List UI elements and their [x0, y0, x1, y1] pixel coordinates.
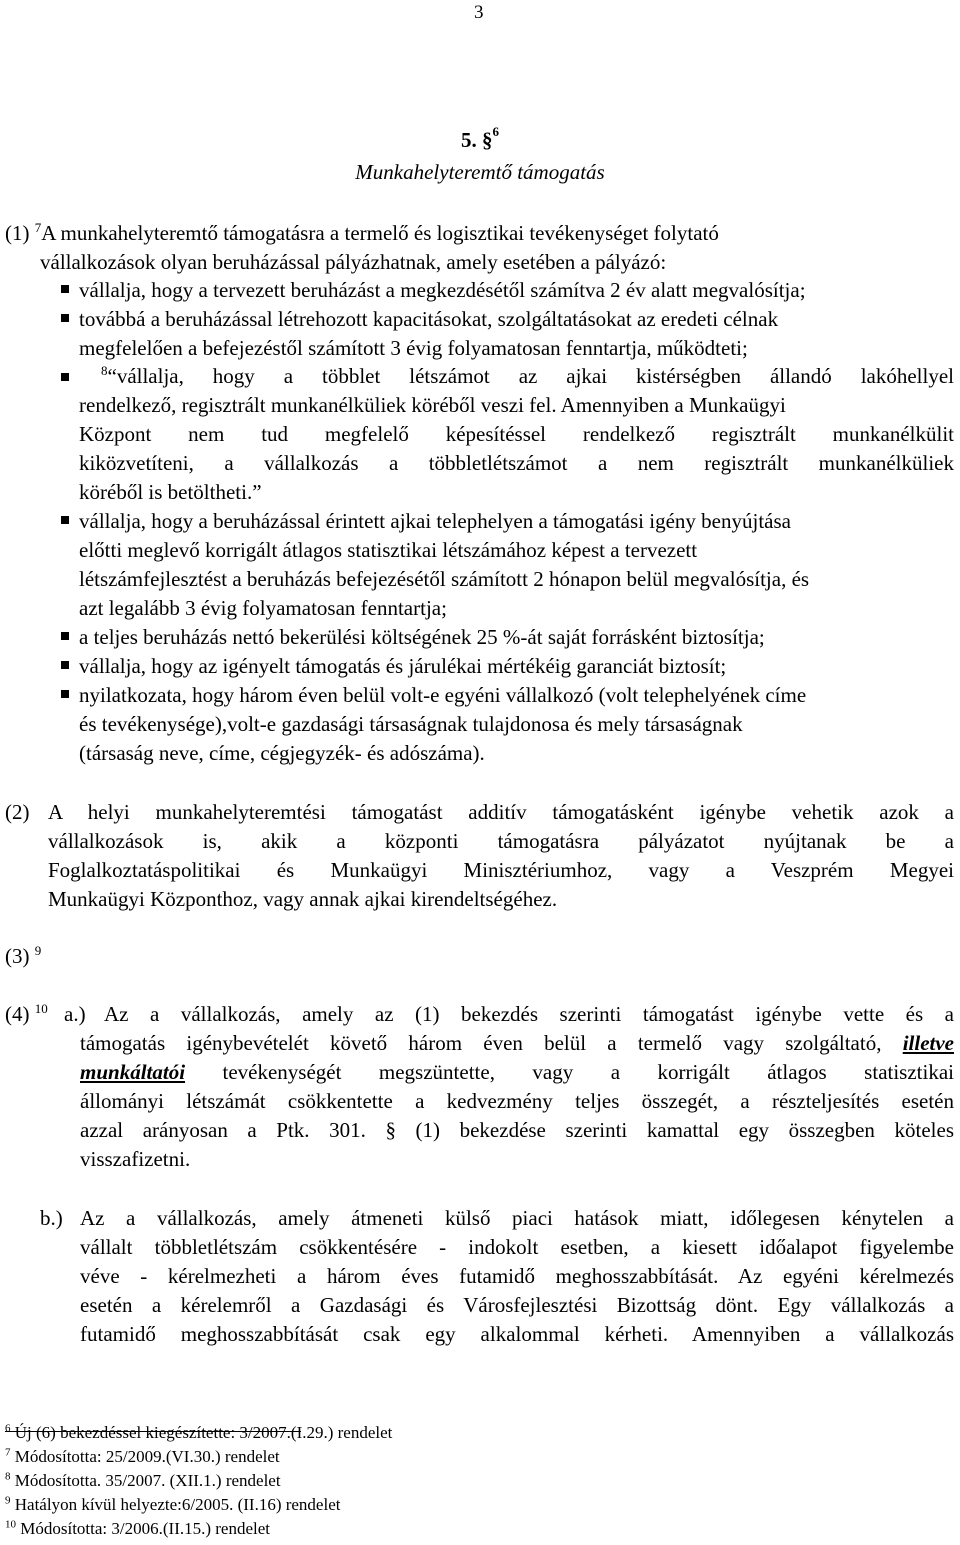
section-title: Munkahelyteremtő támogatás [355, 160, 605, 184]
paragraph-4a-line: támogatás igénybevételét követő három éven belül a termelő vagy szolgáltató, illetve [80, 1031, 954, 1055]
footnote: $^6$ Új (6) bekezdéssel kiegészítette: 3/2007.(I.29.) rendelet [5, 1422, 393, 1442]
list-item-cont: Központ nem tud megfelelő képesítéssel rendelkező regisztrált munkanélkülit [79, 422, 954, 446]
list-item: vállalja, hogy az igényelt támogatás és járulékai mértékéig garanciát biztosít; [79, 654, 727, 678]
footnote-ref: 7 [34, 220, 42, 235]
paragraph-2-line: Foglalkoztatáspolitikai és Munkaügyi Minisztériumhoz, vagy a Veszprém Megyei [48, 858, 954, 882]
paragraph-label: (3) [5, 944, 30, 968]
item-label: a.) [64, 1002, 86, 1026]
paragraph-1-line: vállalkozások olyan beruházással pályázhatnak, amely esetében a pályázó: [40, 250, 667, 274]
section-sign: § [482, 128, 493, 152]
footnote-ref: 9 [34, 943, 42, 958]
item-label: b.) [40, 1206, 63, 1230]
footnote-ref: 6 [492, 124, 499, 139]
paragraph-4b-line: vállalt többletlétszám csökkentésére - indokolt esetben, a kiesett időalapot figyelembe [80, 1235, 954, 1259]
paragraph-4a-line: visszafizetni. [80, 1147, 191, 1171]
square-bullet-icon [61, 516, 69, 524]
list-item: a teljes beruházás nettó bekerülési költségének 25 %-át saját forrásként biztosítja; [79, 625, 765, 649]
page-number: 3 [474, 2, 484, 23]
footnote: $^8$ Módosította. 35/2007. (XII.1.) rendelet [5, 1470, 281, 1490]
list-item-cont: előtti meglevő korrigált átlagos statisztikai létszámához képest a tervezett [79, 538, 698, 562]
list-item: továbbá a beruházással létrehozott kapacitásokat, szolgáltatásokat az eredeti célnak [79, 307, 779, 331]
square-bullet-icon [61, 661, 69, 669]
paragraph-label: (4) [5, 1002, 30, 1026]
section-heading [0, 124, 960, 153]
emphasis: illetve [902, 1031, 954, 1055]
paragraph-4b-line: Az a vállalkozás, amely átmeneti külső piaci hatások miatt, időlegesen kénytelen a [80, 1206, 954, 1230]
footnote: $^9$ Hatályon kívül helyezte:6/2005. (II.16) rendelet [5, 1494, 341, 1514]
paragraph-4-label [5, 1000, 48, 1029]
square-bullet-icon [61, 632, 69, 640]
list-item-cont: köréből is betöltheti.” [79, 480, 262, 504]
paragraph-2-line: A helyi munkahelyteremtési támogatást additív támogatásként igénybe vehetik azok a [48, 800, 954, 824]
footnote-ref: 8 [101, 363, 108, 378]
paragraph-4b-line: futamidő meghosszabbítását csak egy alkalommal kérheti. Amennyiben a vállalkozás [80, 1322, 954, 1346]
square-bullet-icon [61, 314, 69, 322]
footnote: $^{10}$ Módosította: 3/2006.(II.15.) rendelet [5, 1518, 271, 1538]
list-item-cont: kiközvetíteni, a vállalkozás a többletlétszámot a nem regisztrált munkanélküliek [79, 451, 954, 475]
paragraph-label: (1) [5, 221, 30, 245]
paragraph-4a-line: állományi létszámát csökkentette a kedvezmény teljes összegét, a részteljesítés esetén [80, 1089, 954, 1113]
paragraph-4a-line: munkáltatói tevékenységét megszüntette, vagy a korrigált átlagos statisztikai [80, 1060, 954, 1084]
paragraph-2-line: vállalkozások is, akik a központi támogatásra pályázatot nyújtanak be a [48, 829, 954, 853]
square-bullet-icon [61, 690, 69, 698]
list-item-cont: megfelelően a befejezéstől számított 3 évig folyamatosan fenntartja, működteti; [79, 336, 748, 360]
paragraph-3 [5, 942, 41, 971]
footnote-ref: 10 [34, 1001, 48, 1016]
paragraph-4a-line: Az a vállalkozás, amely az (1) bekezdés szerinti támogatást igénybe vette és a [104, 1002, 954, 1026]
list-item: vállalja, hogy a beruházással érintett ajkai telephelyen a támogatási igény benyújtása [79, 509, 791, 533]
paragraph-4b-line: véve - kérelmezheti a három éves futamidő meghosszabbítását. Az egyéni kérelmezés [80, 1264, 954, 1288]
paragraph-4a-line: azzal arányosan a Ptk. 301. § (1) bekezdése szerinti kamattal egy összegben köteles [80, 1118, 954, 1142]
list-item-cont: (társaság neve, címe, cégjegyzék- és adószáma). [79, 741, 485, 765]
paragraph-2-line: Munkaügyi Központhoz, vagy annak ajkai kirendeltségéhez. [48, 887, 558, 911]
paragraph-1-line: (1) $^7$A munkahelyteremtő támogatásra a termelő és logisztikai tevékenységet folytató [5, 220, 719, 245]
paragraph-label: (2) [5, 800, 30, 824]
list-item-cont: és tevékenysége),volt-e gazdasági társaságnak tulajdonosa és mely társaságnak [79, 712, 743, 736]
footnote: $^7$ Módosította: 25/2009.(VI.30.) rendelet [5, 1446, 280, 1466]
list-item-cont: rendelkező, regisztrált munkanélküliek köréből veszi fel. Amennyiben a Munkaügyi [79, 393, 786, 417]
list-item: vállalja, hogy a tervezett beruházást a megkezdésétől számítva 2 év alatt megvalósítja; [79, 278, 806, 302]
list-item: $^8$“vállalja, hogy a többlet létszámot az ajkai kistérségben állandó lakóhellyel [101, 363, 954, 388]
emphasis: munkáltatói [80, 1060, 186, 1084]
square-bullet-icon [61, 373, 69, 381]
square-bullet-icon [61, 285, 69, 293]
list-item: nyilatkozata, hogy három éven belül volt-e egyéni vállalkozó (volt telephelyének címe [79, 683, 807, 707]
paragraph-4b-line: esetén a kérelemről a Gazdasági és Városfejlesztési Bizottság dönt. Egy vállalkozás a [80, 1293, 954, 1317]
section-number: 5. [461, 128, 477, 152]
list-item-cont: azt legalább 3 évig folyamatosan fenntartja; [79, 596, 447, 620]
list-item-cont: létszámfejlesztést a beruházás befejezésétől számított 2 hónapon belül megvalósítja, és [79, 567, 810, 591]
